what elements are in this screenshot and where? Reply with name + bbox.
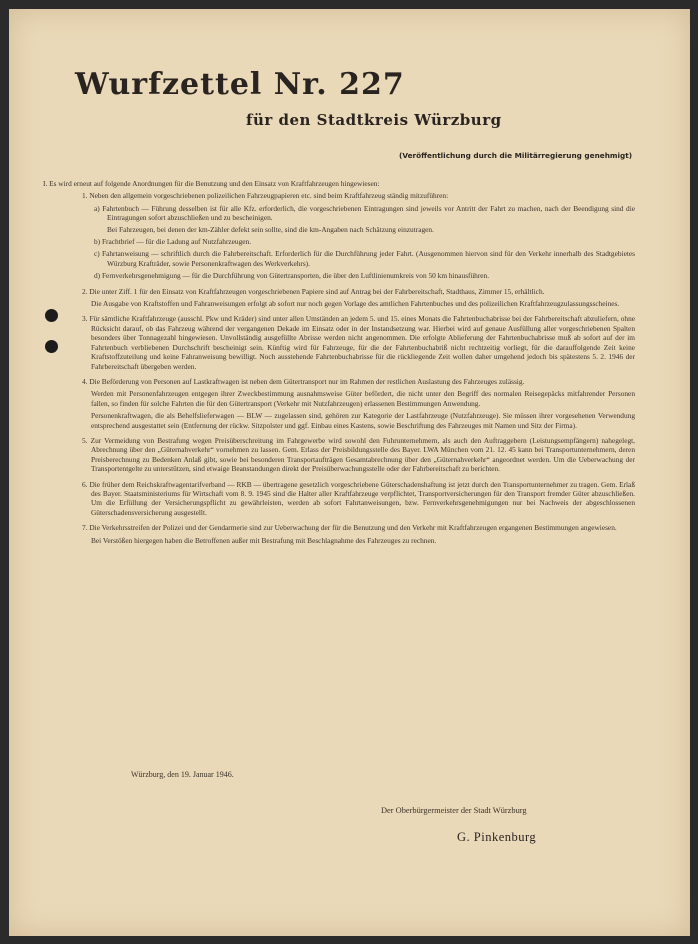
section-paragraph: Die Ausgabe von Kraftstoffen und Fahranweisungen erfolgt ab sofort nur noch gegen Vorlage des amtlichen Fahrtenbuches und des polizeilichen Kraftfahrzeugzulassungsscheines. [91, 299, 620, 309]
section-number: 3. [82, 314, 88, 324]
section-3 [82, 314, 635, 371]
section-text [82, 286, 635, 296]
section-body: Die Verkehrsstreifen der Polizei und der Gendarmerie sind zur Ueberwachung der für die Benutzung und den Verkehr mit Kraftfahrzeugen ergangenen Bestimmungen angewiesen. [89, 523, 617, 533]
sub-item-mark: d) [94, 271, 101, 281]
sub-item-continuation: Bei Fahrzeugen, bei denen der km-Zähler defekt sein sollte, sind die km-Angaben nach Schätzung einzutragen. [107, 224, 434, 234]
sub-item [94, 203, 635, 223]
section-body: Für sämtliche Kraftfahrzeuge (ausschl. Pkw und Kräder) sind unter allen Umständen an jedem 5. und 15. eines Monats die Fahrtenbuchabrisse bei der Fahrbereitschaft abzuliefern, ohne Rücksicht darauf, ob das Fahrzeug während der vergangenen Dekade im Einsatz oder in der Instandsetzung war. Hierbei wird auf genaue Ausfüllung aller vorgeschriebenen Spalten besonders über Tonnagezahl hingewiesen. Unvollständig ausgefüllte Abrisse werden nicht angenommen. Die erfolgte Ablieferung der Fahrtenbuchabrisse muß ab sofort auf der im Fahrtenbuch verbliebenen Durchschrift bescheinigt sein. Künftig wird für Fahrzeuge, für die der Fahrtenbuchabriß nicht rechtzeitig vorliegt, für die darauffolgende Zeit keine Kraftstoffzuteilung und keine Fahranweisung bewilligt. Noch ausstehende Fahrtenbuchabrisse für die rückliegende Zeit wollen daher umgehend jedoch bis spätestens 5. 2. 1946 der Fahrbereitschaft übergeben werden. [89, 314, 635, 371]
section-text [82, 376, 635, 386]
sub-item [94, 271, 635, 281]
section-body: Die früher dem Reichskraftwagentarifverband — RKB — übertragene gesetzlich vorgeschriebene Güterschadenshaftung ist jetzt durch den Transportunternehmer zu tragen. Gem. Erlaß des Bayer. Staatsministeriums für Wirtschaft vom 8. 9. 1945 sind die Halter aller Kraftfahrzeuge verpflichtet, Transportversicherungen für den Transport fremder Güter abzuschließen. Um die Erfüllung der Versicherungspflicht zu gewährleisten, werden ab sofort Fahrtanweisungen, bzw. Fernverkehrsgenehmigungen nur bei Nachweis der abgeschlossenen Güterschadensversicherung ausgestellt. [89, 479, 635, 517]
sub-item-mark: c) [94, 249, 100, 259]
section-1 [82, 191, 635, 281]
section-2 [82, 286, 635, 309]
document-page [9, 9, 690, 936]
section-text [82, 523, 635, 533]
section-7 [82, 523, 635, 545]
sections-list [43, 191, 635, 545]
document-body [43, 179, 635, 551]
section-number: 6. [82, 479, 88, 489]
section-body: Neben den allgemein vorgeschriebenen polizeilichen Fahrzeugpapieren etc. sind beim Kraftfahrzeug ständig mitzuführen: [89, 191, 449, 201]
sub-item [94, 249, 635, 268]
signature-name: G. Pinkenburg [457, 830, 537, 844]
section-number: 1. [82, 191, 88, 201]
section-body: Zur Vermeidung von Bestrafung wegen Preisüberschreitung im Fahrgewerbe wird sowohl den Fuhrunternehmern, als auch den Auftraggebern (Leistungsempfängern) nahegelegt, Abrechnung über den „Güternahverkehr“ vornehmen zu lassen. Gem. Erlass der Preisbildungsstelle des Bayer. LWA München vom 21. 12. 45 kann bei Transportunternehmern, deren Preisberechnung zu Bedenken Anlaß gibt, sowie bei besonderen Transportaufträgen Gesamtabrechnung über den „Güternahverkehr“ angeordnet werden. Um die Ueberwachung der Transportentgelte zu unterstützen, sind etwaige Beanstandungen direkt der Preisüberwachungsstelle oder der Fahrbereitschaft zu berichten. [90, 435, 635, 474]
sub-item-text: Fahrtanweisung — schriftlich durch die Fahrbereitschaft. Erforderlich für die Durchführung jeder Fahrt. (Ausgenommen hiervon sind für den Verkehr innerhalb des Stadtgebietes Würzburg Krafträder, sowie Personenkraftwagen des Werkverkehrs). [102, 249, 635, 268]
section-paragraph: Werden mit Personenfahrzeugen entgegen ihrer Zweckbestimmung ausnahmsweise Güter befördert, die nicht unter den Begriff des normalen Reisegepäcks mitfahrender Personen fallen, so finden für solche Fahrten die für den Gütertransport (Verkehr mit Nutzfahrzeugen) erlassenen Bestimmungen Anwendung. [91, 389, 635, 408]
section-6 [82, 479, 635, 518]
issuing-office: Der Oberbürgermeister der Stadt Würzburg [381, 806, 527, 815]
sub-item-text: Fahrtenbuch — Führung desselben ist für alle Kfz. erforderlich, die vorgeschriebenen Eintragungen sind jeweils vor Antritt der Fahrt zu machen, nach der Beendigung sind die Eintragungen sofort abzuschließen und zu bescheinigen. [102, 203, 635, 223]
section-number: 2. [82, 286, 88, 296]
section-paragraph: Bei Verstößen hiergegen haben die Betroffenen außer mit Bestrafung mit Beschlagnahme des Fahrzeuges zu rechnen. [91, 535, 437, 545]
section-number: 7. [82, 523, 88, 533]
approval-note: (Veröffentlichung durch die Militärregierung genehmigt) [399, 151, 633, 160]
section-4 [82, 376, 635, 430]
intro-paragraph: I. Es wird erneut auf folgende Anordnungen für die Benutzung und den Einsatz von Kraftfahrzeugen hingewiesen: [43, 179, 380, 188]
sub-item-text: Frachtbrief — für die Ladung auf Nutzfahrzeugen. [101, 237, 252, 247]
place-date: Würzburg, den 19. Januar 1946. [131, 770, 234, 779]
section-body: Die Beförderung von Personen auf Lastkraftwagen ist neben dem Gütertransport nur im Rahmen der restlichen Auslastung des Fahrzeuges zulässig. [89, 376, 525, 386]
section-text [82, 479, 635, 518]
sub-item-mark: a) [94, 203, 100, 213]
document-subtitle: für den Stadtkreis Würzburg [246, 111, 502, 129]
section-number: 5. [82, 435, 88, 445]
section-text [82, 435, 635, 474]
section-text [82, 314, 635, 371]
sub-item-mark: b) [94, 237, 101, 247]
section-text [82, 191, 635, 201]
section-paragraph: Personenkraftwagen, die als Behelfslieferwagen — BLW — zugelassen sind, gehören zur Kategorie der Lastfahrzeuge (Nutzfahrzeuge). Sie müssen ihrer vorgesehenen Verwendung entsprechend ausgestattet sein (Entfernung der rückw. Sitzpolster und ggf. Einbau eines Kastens, sowie Beschriftung des Fahrzeuges mit Namen und Sitz der Firma). [91, 411, 635, 430]
section-number: 4. [82, 376, 88, 386]
sub-item-text: Fernverkehrsgenehmigung — für die Durchführung von Gütertransporten, die über den Luftlinienumkreis von 50 km hinausführen. [101, 271, 490, 281]
section-body: Die unter Ziff. 1 für den Einsatz von Kraftfahrzeugen vorgeschriebenen Papiere sind auf Antrag bei der Fahrbereitschaft, Stadthaus, Zimmer 15, erhältlich. [89, 286, 545, 296]
document-title: Wurfzettel Nr. 227 [75, 67, 405, 102]
sub-item [94, 237, 635, 247]
section-5 [82, 435, 635, 474]
